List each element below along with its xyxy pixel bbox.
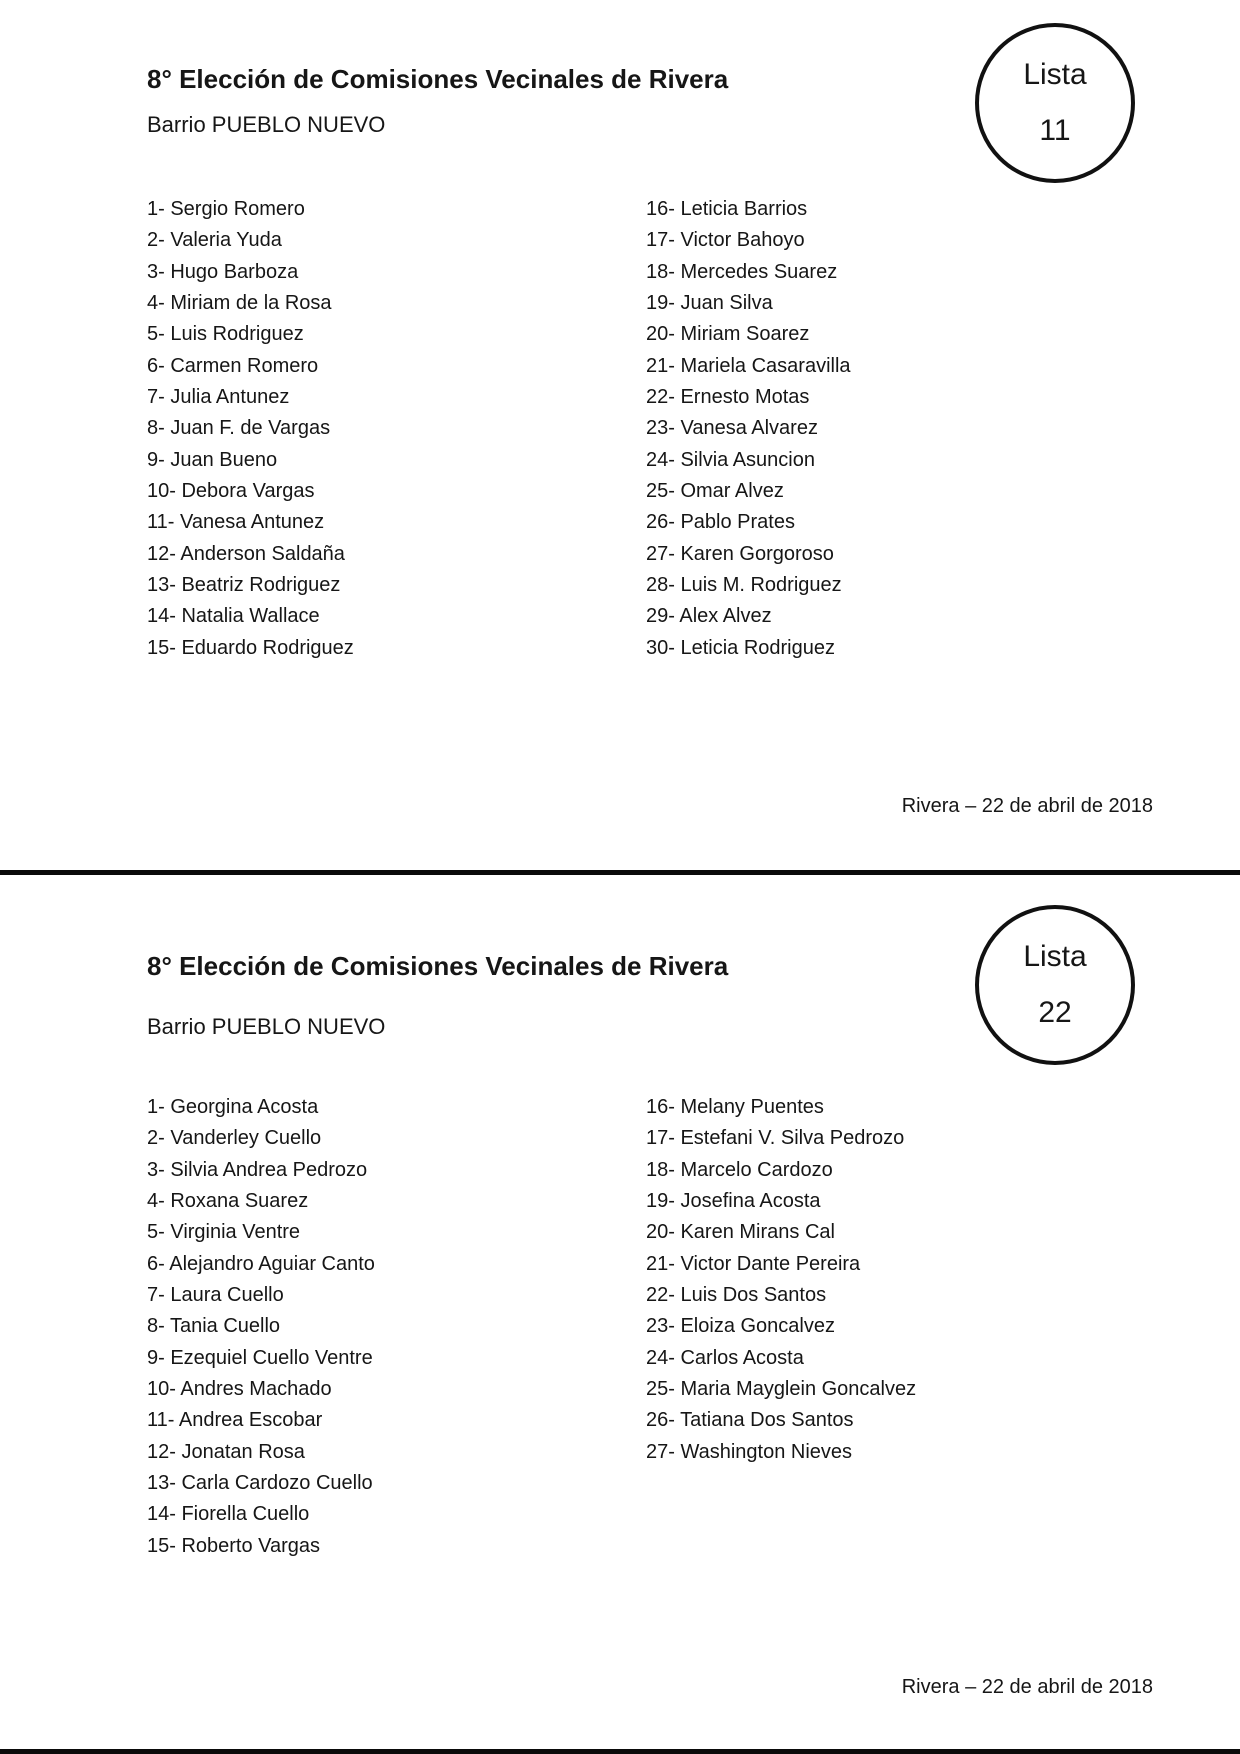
candidate-list-item: 10- Andres Machado	[147, 1377, 332, 1400]
candidate-list-item: 12- Anderson Saldaña	[147, 542, 345, 565]
candidate-list-item: 26- Tatiana Dos Santos	[646, 1409, 854, 1432]
candidate-list-right	[646, 1092, 916, 1468]
candidate-list-item: 1- Georgina Acosta	[147, 1096, 319, 1118]
candidate-list-item: 25- Omar Alvez	[646, 479, 784, 502]
candidate-list-item: 1- Sergio Romero	[147, 198, 305, 220]
barrio-subtitle: Barrio PUEBLO NUEVO	[147, 112, 386, 137]
candidate-list-left	[147, 194, 354, 664]
candidate-list-item: 11- Vanesa Antunez	[147, 511, 325, 534]
lista-number-badge	[975, 905, 1135, 1065]
candidate-list-item: 5- Virginia Ventre	[147, 1221, 301, 1244]
candidate-list-left	[147, 1092, 375, 1562]
candidate-list-item: 2- Vanderley Cuello	[147, 1127, 322, 1150]
candidate-list-item: 15- Eduardo Rodriguez	[147, 636, 354, 659]
candidate-list-item: 18- Marcelo Cardozo	[646, 1158, 833, 1181]
candidate-list-item: 3- Silvia Andrea Pedrozo	[147, 1158, 368, 1181]
candidate-list-item: 7- Laura Cuello	[147, 1283, 284, 1306]
candidate-list-item: 12- Jonatan Rosa	[147, 1440, 305, 1463]
candidate-list-item: 5- Luis Rodriguez	[147, 323, 304, 346]
candidate-list-item: 15- Roberto Vargas	[147, 1534, 321, 1557]
lista-badge-number: 11	[1039, 114, 1071, 147]
candidate-list-item: 17- Victor Bahoyo	[646, 229, 805, 252]
candidate-list-item: 27- Karen Gorgoroso	[646, 542, 834, 565]
candidate-list-item: 16- Melany Puentes	[646, 1096, 824, 1118]
candidate-list-item: 4- Roxana Suarez	[147, 1189, 309, 1212]
candidate-list-item: 21- Victor Dante Pereira	[646, 1252, 861, 1275]
candidate-list-item: 7- Julia Antunez	[147, 385, 290, 408]
candidate-list-item: 3- Hugo Barboza	[147, 260, 299, 283]
candidate-list-item: 19- Juan Silva	[646, 291, 773, 314]
candidate-list-item: 8- Tania Cuello	[147, 1315, 281, 1338]
lista-badge-label: Lista	[1023, 940, 1087, 973]
candidate-list-item: 18- Mercedes Suarez	[646, 260, 838, 283]
candidate-list-item: 24- Silvia Asuncion	[646, 448, 815, 471]
candidate-list-item: 22- Ernesto Motas	[646, 385, 810, 408]
candidate-list-item: 14- Natalia Wallace	[147, 605, 320, 628]
section-divider-line	[0, 870, 1240, 875]
lista-badge-number: 22	[1038, 996, 1072, 1029]
candidate-list-item: 6- Carmen Romero	[147, 354, 319, 377]
candidate-list-item: 22- Luis Dos Santos	[646, 1283, 827, 1306]
candidate-list-item: 9- Juan Bueno	[147, 448, 278, 471]
candidate-list-item: 17- Estefani V. Silva Pedrozo	[646, 1127, 905, 1150]
lista-number-badge	[975, 23, 1135, 183]
candidate-list-item: 28- Luis M. Rodriguez	[646, 573, 842, 596]
candidate-list-item: 4- Miriam de la Rosa	[147, 291, 332, 314]
candidate-list-item: 10- Debora Vargas	[147, 479, 315, 502]
candidate-list-item: 6- Alejandro Aguiar Canto	[147, 1252, 375, 1275]
candidate-list-item: 24- Carlos Acosta	[646, 1346, 804, 1369]
candidate-list-item: 29- Alex Alvez	[646, 605, 772, 628]
candidate-list-item: 23- Vanesa Alvarez	[646, 417, 818, 440]
candidate-list-item: 19- Josefina Acosta	[646, 1189, 821, 1212]
candidate-list-item: 13- Carla Cardozo Cuello	[147, 1471, 373, 1494]
candidate-list-item: 21- Mariela Casaravilla	[646, 354, 851, 377]
candidate-list-item: 14- Fiorella Cuello	[147, 1503, 310, 1526]
election-title: 8° Elección de Comisiones Vecinales de Rivera	[147, 64, 729, 94]
candidate-list-right	[646, 194, 851, 664]
date-line: Rivera – 22 de abril de 2018	[901, 1676, 1153, 1698]
candidate-list-item: 30- Leticia Rodriguez	[646, 636, 835, 659]
candidate-list-item: 8- Juan F. de Vargas	[147, 417, 331, 440]
candidate-list-item: 16- Leticia Barrios	[646, 198, 808, 220]
candidate-list-item: 25- Maria Mayglein Goncalvez	[646, 1377, 917, 1400]
candidate-list-item: 20- Miriam Soarez	[646, 323, 810, 346]
candidate-list-item: 9- Ezequiel Cuello Ventre	[147, 1346, 373, 1369]
candidate-list-item: 20- Karen Mirans Cal	[646, 1221, 835, 1244]
barrio-subtitle: Barrio PUEBLO NUEVO	[147, 1014, 386, 1039]
candidate-list-item: 23- Eloiza Goncalvez	[646, 1315, 835, 1338]
candidate-list-item: 27- Washington Nieves	[646, 1440, 853, 1463]
election-title: 8° Elección de Comisiones Vecinales de Rivera	[147, 951, 729, 981]
lista-badge-label: Lista	[1023, 58, 1087, 91]
candidate-list-item: 26- Pablo Prates	[646, 511, 795, 534]
date-line: Rivera – 22 de abril de 2018	[901, 795, 1153, 817]
candidate-list-item: 2- Valeria Yuda	[147, 229, 282, 252]
candidate-list-item: 13- Beatriz Rodriguez	[147, 573, 341, 596]
candidate-list-item: 11- Andrea Escobar	[147, 1409, 323, 1432]
bottom-edge-line	[0, 1749, 1240, 1754]
